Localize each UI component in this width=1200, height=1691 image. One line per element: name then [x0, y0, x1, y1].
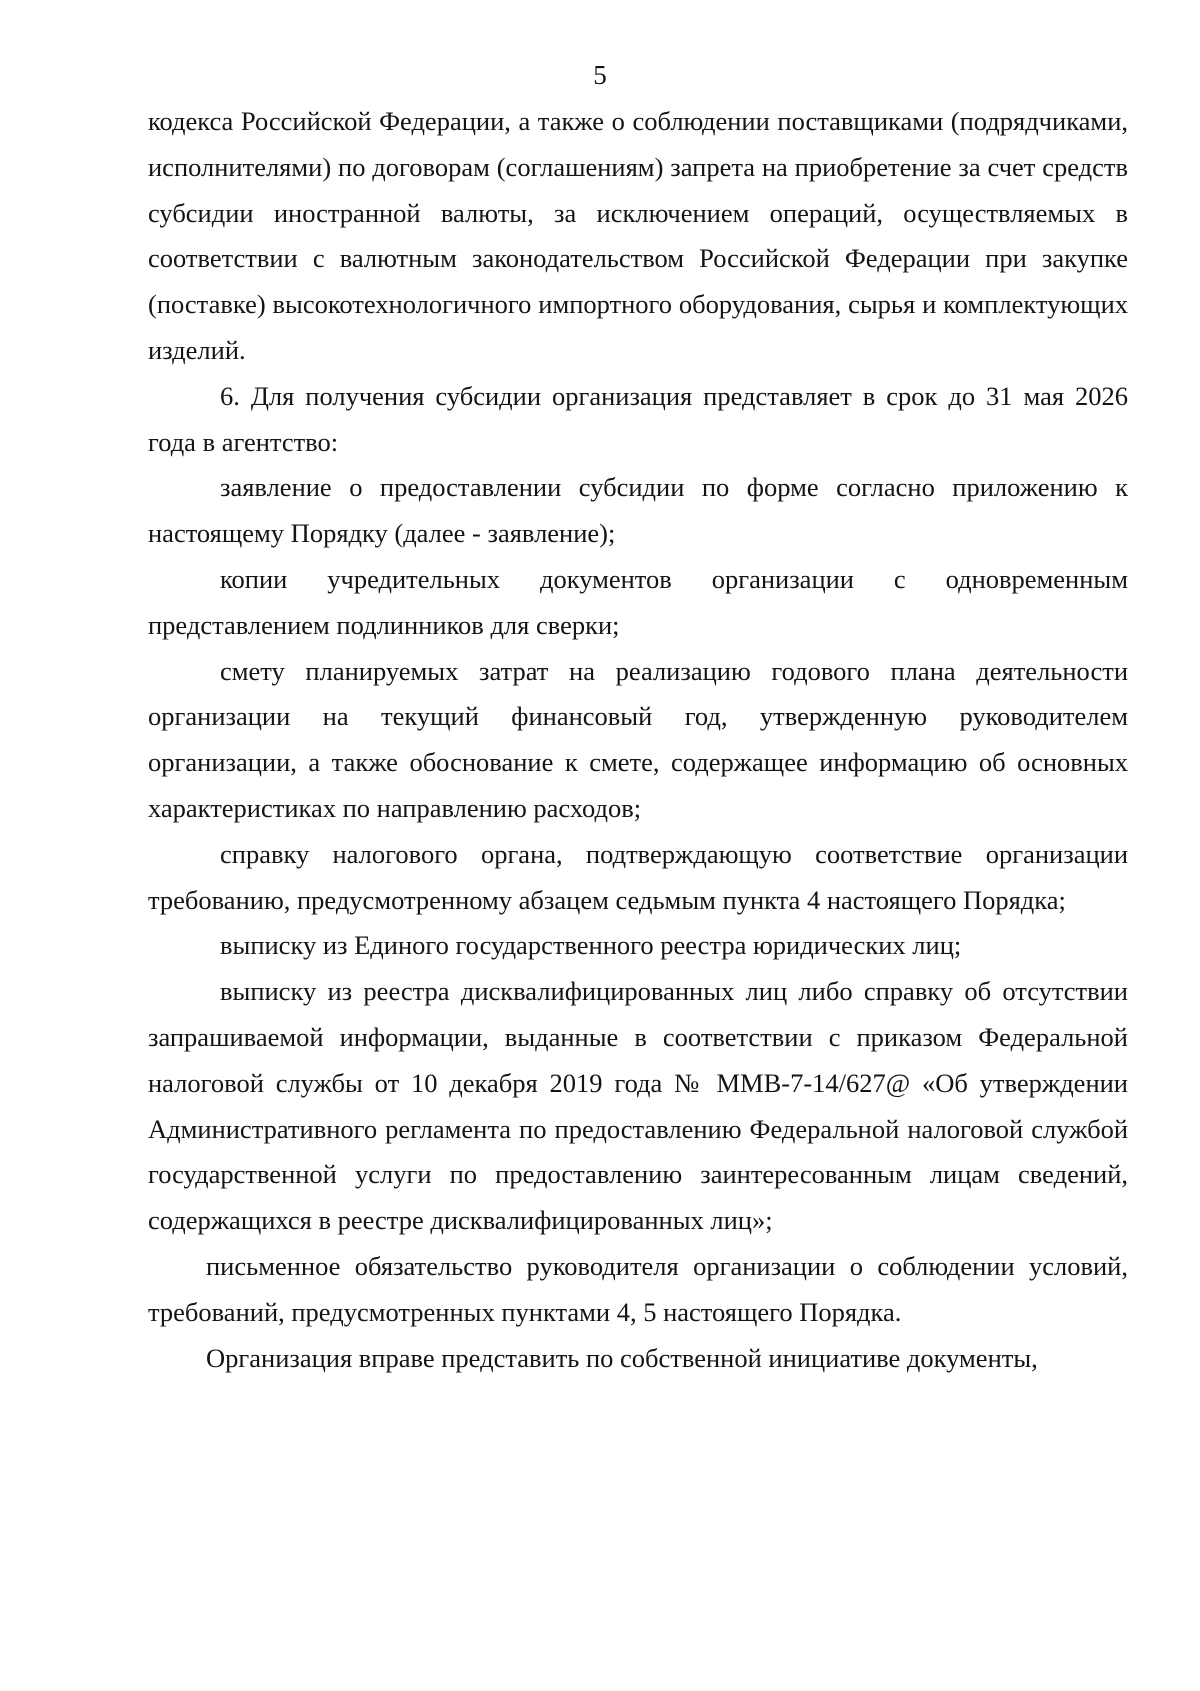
- paragraph-cost-estimate: смету планируемых затрат на реализацию годового плана деятельности организации на текущий финансовый год, утвержденную руководителем организации, а также обоснование к смете, содержащее информацию об основных характеристиках по направлению расходов;: [148, 655, 1128, 823]
- paragraph-own-initiative: Организация вправе представить по собственной инициативе документы,: [206, 1342, 1038, 1373]
- paragraph-continuation: кодекса Российской Федерации, а также о соблюдении поставщиками (подрядчиками, исполнителями) по договорам (соглашениям) запрета на приобретение за счет средств субсидии иностранной валюты, за исключением операций, осуществляемых в соответствии с валютным законодательством Российской Федерации при закупке (поставке) высокотехнологичного импортного оборудования, сырья и комплектующих изделий.: [148, 106, 1128, 365]
- paragraph-charter-copies: копии учредительных документов организации с одновременным представлением подлинников для сверки;: [148, 563, 1128, 640]
- paragraph-disqualified-registry: выписку из реестра дисквалифицированных лиц либо справку об отсутствии запрашиваемой информации, выданные в соответствии с приказом Федеральной налоговой службы от 10 декабря 2019 года № ММВ-7-14/627@ «Об утверждении Административного регламента по предоставлению Федеральной налоговой службой государственной услуги по предоставлению заинтересованным лицам сведений, содержащихся в реестре дисквалифицированных лиц»;: [148, 976, 1128, 1236]
- page-number: 5: [593, 60, 607, 90]
- paragraph-item-6: 6. Для получения субсидии организация представляет в срок до 31 мая 2026 года в агентство:: [148, 380, 1128, 457]
- paragraph-egrul-extract: выписку из Единого государственного реестра юридических лиц;: [220, 930, 962, 961]
- paragraph-tax-certificate: справку налогового органа, подтверждающую соответствие организации требованию, предусмотренному абзацем седьмым пункта 4 настоящего Порядка;: [148, 838, 1128, 915]
- paragraph-application: заявление о предоставлении субсидии по форме согласно приложению к настоящему Порядку (далее - заявление);: [148, 472, 1128, 549]
- paragraph-written-obligation: письменное обязательство руководителя организации о соблюдении условий, требований, предусмотренных пунктами 4, 5 настоящего Порядка.: [148, 1250, 1128, 1327]
- document-body: [148, 99, 1128, 1381]
